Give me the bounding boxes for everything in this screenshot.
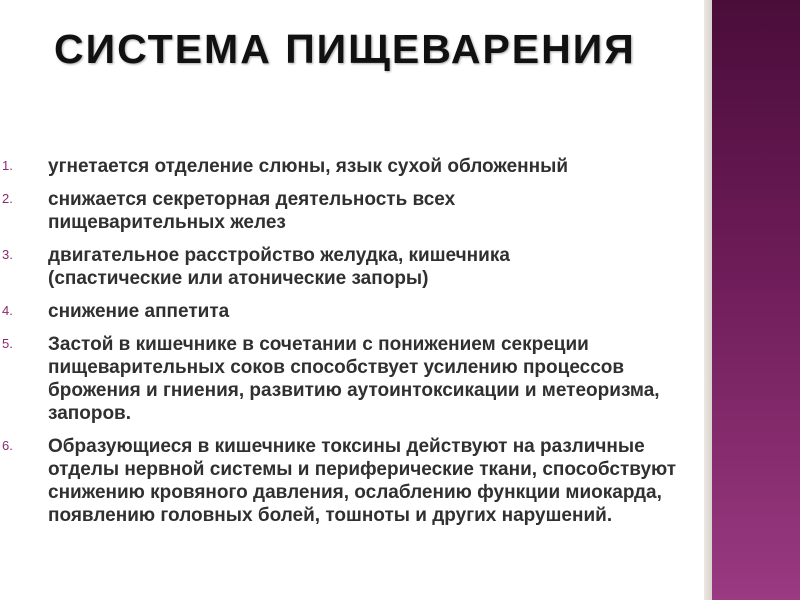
- list-item: [0, 188, 548, 234]
- numbered-list: [0, 155, 700, 537]
- list-item: [0, 333, 708, 425]
- list-item-text: угнетается отделение слюны, язык сухой обложенный: [48, 156, 569, 177]
- slide-title: СИСТЕМА ПИЩЕВАРЕНИЯ: [54, 26, 636, 72]
- list-item-text: двигательное расстройство желудка, кишечника (спастические или атонические запоры): [48, 245, 510, 289]
- list-item: [0, 300, 668, 323]
- decorative-side-band: [712, 0, 800, 600]
- list-item: [0, 244, 608, 290]
- list-item: [0, 435, 708, 527]
- list-item-text: снижается секреторная деятельность всех пищеварительных желез: [48, 189, 456, 233]
- list-item-text: снижение аппетита: [48, 301, 230, 322]
- list-item-text: Образующиеся в кишечнике токсины действуют на различные отделы нервной системы и периферические ткани, способствуют снижению кровяного давления, ослаблению функции миокарда, появлению головных болей, тошноты и других нарушений.: [48, 436, 677, 526]
- list-item-number: 5.: [2, 336, 13, 351]
- list-item-number: 1.: [2, 158, 13, 173]
- list-item-number: 2.: [2, 191, 13, 206]
- list-item-number: 3.: [2, 247, 13, 262]
- list-item-number: 6.: [2, 438, 13, 453]
- list-item: [0, 155, 668, 178]
- list-item-text: Застой в кишечнике в сочетании с понижением секреции пищеварительных соков способствует усилению процессов брожения и гниения, развитию аутоинтоксикации и метеоризма, запоров.: [48, 334, 660, 424]
- list-item-number: 4.: [2, 303, 13, 318]
